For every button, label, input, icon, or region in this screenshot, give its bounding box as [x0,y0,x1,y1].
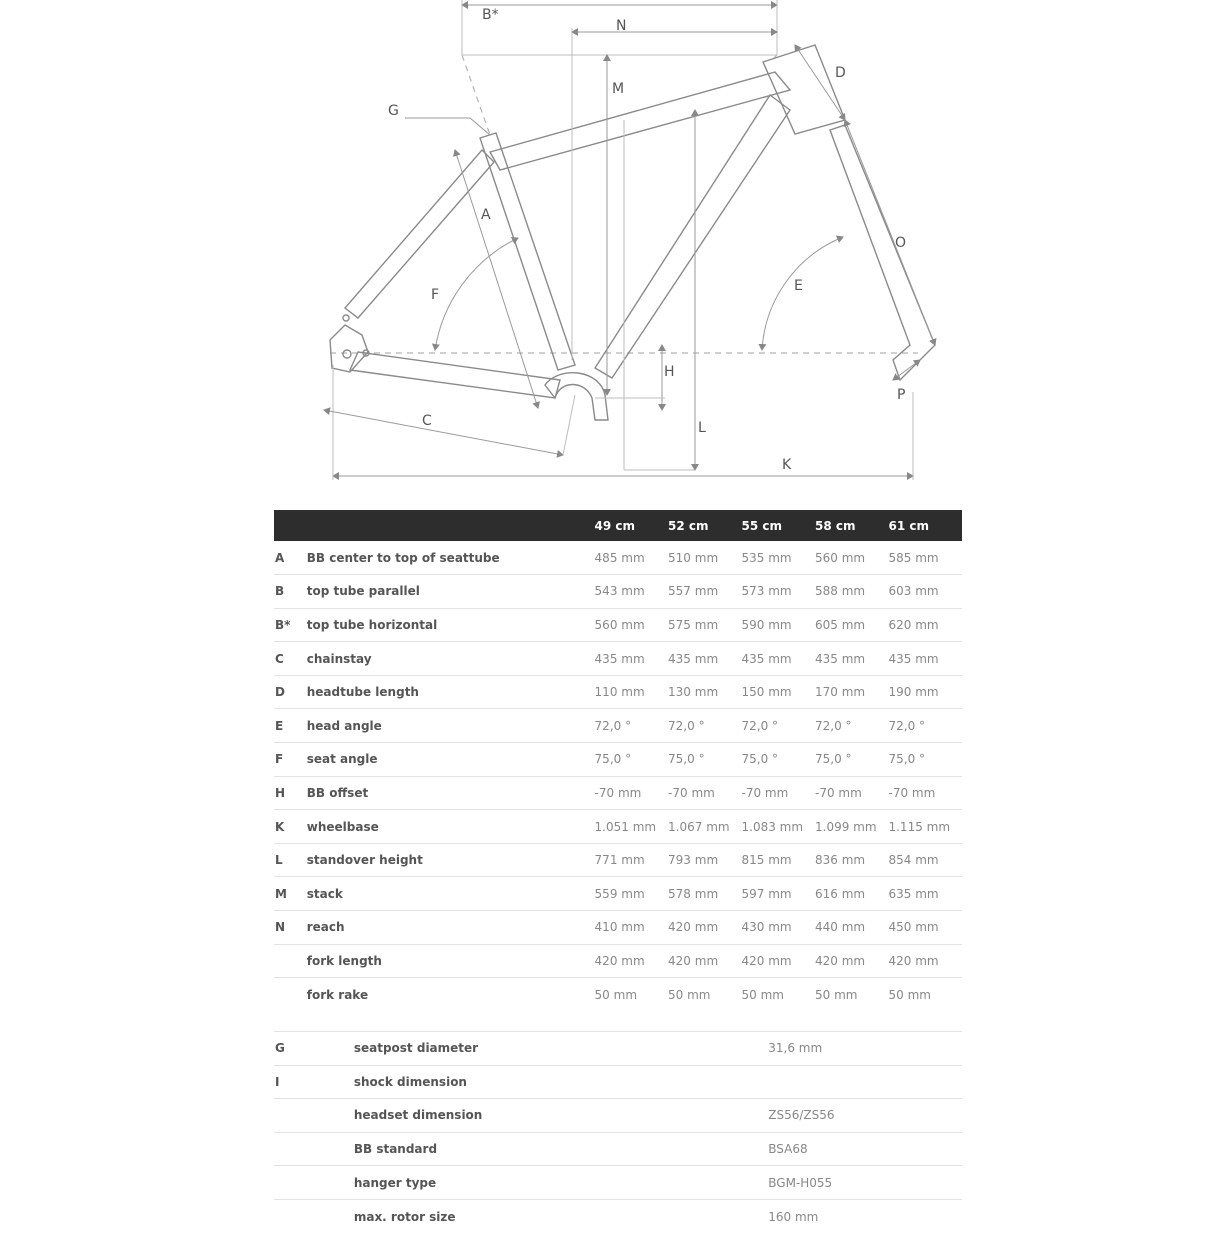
geometry-row [274,541,962,575]
diagram-label-g: G [388,103,399,119]
row-value: 1.099 mm [815,819,877,834]
diagram-label-p: P [897,387,906,403]
row-value: 420 mm [815,953,866,968]
row-value: -70 mm [668,785,715,800]
row-value: -70 mm [594,785,642,800]
row-value: 450 mm [888,920,939,935]
geometry-row [274,608,962,642]
geometry-row [274,843,962,877]
row-value: 435 mm [594,651,645,666]
row-value: 72,0 ° [594,718,632,733]
row-label: seat angle [306,752,378,767]
spec-value: 31,6 mm [768,1041,823,1056]
row-value: 793 mm [668,853,719,868]
row-value: 75,0 ° [815,752,852,767]
row-value: 605 mm [815,617,866,632]
row-value: 1.067 mm [668,819,730,834]
spec-value: ZS56/ZS56 [768,1108,835,1123]
row-value: 575 mm [668,617,719,632]
header-size: 52 cm [668,518,709,533]
row-value: 578 mm [668,886,719,901]
row-value: -70 mm [888,785,936,800]
row-letter [274,978,307,1012]
spec-label: headset dimension [353,1108,483,1123]
row-letter: L [275,853,283,868]
row-letter: B [275,584,285,599]
row-value: 72,0 ° [741,718,779,733]
diagram-label-n: N [616,18,627,34]
diagram-label-a: A [481,207,491,223]
spec-letter [274,1132,354,1166]
row-value: 110 mm [594,685,645,700]
row-value: 75,0 ° [668,752,705,767]
spec-label: max. rotor size [353,1209,456,1224]
row-value: 854 mm [888,853,939,868]
row-value: 170 mm [815,685,866,700]
geometry-row [274,944,962,978]
header-size: 49 cm [594,518,636,533]
spec-letter: I [275,1074,280,1089]
row-value: 815 mm [741,853,792,868]
spec-row [274,1199,962,1233]
row-value: 635 mm [888,886,939,901]
spec-value: BGM-H055 [768,1175,833,1190]
row-value: 485 mm [594,550,645,565]
row-value: 50 mm [741,987,784,1002]
geometry-row [274,575,962,609]
spec-label: shock dimension [353,1074,467,1089]
row-label: wheelbase [306,819,379,834]
spec-row [274,1132,962,1166]
row-value: 72,0 ° [668,718,705,733]
row-letter: B* [275,617,291,632]
row-value: 435 mm [815,651,866,666]
row-letter: F [275,752,284,767]
header-blank-letter [274,510,307,541]
spec-row [274,1032,962,1066]
row-value: 150 mm [741,685,792,700]
diagram-label-o: O [895,235,907,251]
row-value: 573 mm [741,584,792,599]
diagram-label-k: K [782,457,792,473]
row-value: 435 mm [668,651,719,666]
leader-line-g [405,118,490,135]
row-value: 50 mm [815,987,858,1002]
row-value: 510 mm [668,550,719,565]
row-value: 420 mm [888,953,939,968]
diagram-label-h: H [664,364,675,380]
row-value: 620 mm [888,617,939,632]
component-spec-table [274,1031,962,1233]
row-value: 420 mm [741,953,792,968]
row-value: 535 mm [741,550,792,565]
spec-label: BB standard [353,1142,438,1157]
row-value: 597 mm [741,886,792,901]
geometry-row [274,709,962,743]
row-value: 1.051 mm [594,819,657,834]
geometry-table-header [274,510,962,541]
row-value: 130 mm [668,685,719,700]
row-value: 50 mm [888,987,931,1002]
angle-arc-f [435,238,518,350]
row-value: 75,0 ° [594,752,632,767]
row-value: 585 mm [888,550,939,565]
header-size: 55 cm [741,518,783,533]
row-value: 50 mm [594,987,638,1002]
row-label: standover height [306,853,423,868]
spec-row [274,1099,962,1133]
spec-value [768,1065,962,1099]
row-label: top tube horizontal [306,617,438,632]
dim-line-c [324,410,563,455]
row-value: 75,0 ° [741,752,779,767]
row-letter: M [275,886,287,901]
diagram-label-bstar: B* [482,7,499,23]
row-label: BB offset [306,785,369,800]
spec-letter [274,1199,354,1233]
row-value: 410 mm [594,920,645,935]
geometry-row [274,911,962,945]
row-value: 435 mm [888,651,939,666]
row-value: 560 mm [815,550,866,565]
row-letter: H [275,785,286,800]
row-value: 420 mm [668,920,719,935]
row-value: 543 mm [594,584,645,599]
row-value: 590 mm [741,617,792,632]
row-value: 435 mm [741,651,792,666]
row-letter: E [275,718,284,733]
row-value: 430 mm [741,920,792,935]
bicycle-frame [330,45,935,420]
row-value: 72,0 ° [888,718,926,733]
geometry-row [274,776,962,810]
diagram-label-f: F [431,287,440,303]
spec-value: 160 mm [768,1209,819,1224]
row-label: chainstay [306,651,372,666]
diagram-label-e: E [794,278,803,294]
spec-letter: G [275,1041,285,1056]
geometry-row [274,675,962,709]
row-letter: K [275,819,285,834]
row-letter: D [275,685,285,700]
spec-row [274,1166,962,1200]
dim-line-o [845,120,935,345]
row-letter: A [275,550,285,565]
diagram-label-m: M [612,81,625,97]
header-size: 58 cm [815,518,856,533]
header-size: 61 cm [888,518,929,533]
row-value: 771 mm [594,853,645,868]
row-letter: N [275,920,286,935]
row-value: 1.115 mm [888,819,951,834]
diagram-label-d: D [835,65,846,81]
spec-value: BSA68 [768,1142,808,1157]
row-value: 190 mm [888,685,939,700]
row-label: BB center to top of seattube [306,550,500,565]
row-value: 50 mm [668,987,711,1002]
row-value: 616 mm [815,886,866,901]
row-letter [274,944,307,978]
geometry-row [274,978,962,1012]
row-label: reach [306,920,345,935]
diagram-label-l: L [698,420,706,436]
row-value: 1.083 mm [741,819,804,834]
spec-letter [274,1166,354,1200]
row-value: 559 mm [594,886,645,901]
spec-label: hanger type [353,1175,437,1190]
row-value: 420 mm [594,953,645,968]
row-value: 603 mm [888,584,939,599]
row-value: -70 mm [741,785,789,800]
row-label: headtube length [306,685,419,700]
geometry-table [274,510,962,1011]
spec-letter [274,1099,354,1133]
diagram-label-c: C [422,413,432,429]
row-label: stack [306,886,343,901]
row-value: 588 mm [815,584,866,599]
geometry-row [274,810,962,844]
row-value: 440 mm [815,920,866,935]
header-blank-label [307,510,595,541]
geometry-row [274,642,962,676]
spec-label: seatpost diameter [353,1041,479,1056]
row-value: 75,0 ° [888,752,926,767]
geometry-row [274,743,962,777]
row-value: 557 mm [668,584,719,599]
row-letter: C [275,651,284,666]
row-label: top tube parallel [306,584,420,599]
row-value: 420 mm [668,953,719,968]
spec-row [274,1065,962,1099]
row-label: fork rake [306,987,369,1002]
frame-geometry-diagram [0,0,1229,500]
row-value: 836 mm [815,853,866,868]
row-label: head angle [306,718,382,733]
row-value: 72,0 ° [815,718,852,733]
row-label: fork length [306,953,382,968]
row-value: 560 mm [594,617,645,632]
geometry-row [274,877,962,911]
row-value: -70 mm [815,785,862,800]
